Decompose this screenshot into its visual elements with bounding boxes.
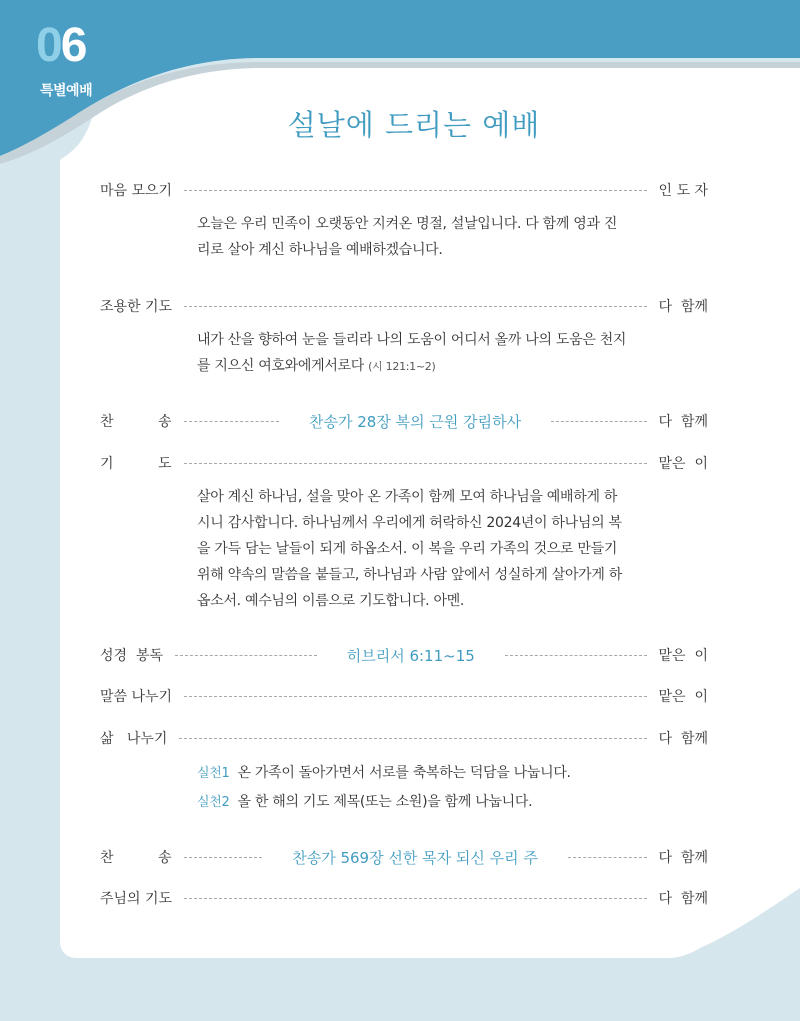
dotted-leader: [175, 655, 317, 656]
gathering-text: 오늘은 우리 민족이 오랫동안 지켜온 명절, 설날입니다. 다 함께 영과 진리로 살아 계신 하나님을 예배하겠습니다.: [197, 216, 618, 258]
order-leader: 다 함께: [658, 891, 708, 907]
order-item-prayer: [100, 452, 708, 474]
order-leader: 맡은 이: [658, 456, 708, 472]
prayer-text: 살아 계신 하나님, 설을 맞아 온 가족이 함께 모여 하나님을 예배하게 하시니 감사합니다. 하나님께서 우리에게 허락하신 2024년이 하나님의 복을 가득 담는 날들이 되게 하옵소서. 이 복을 우리 가족의 것으로 만들기 위해 약속의 말씀을 붙들고, 하나님과 사람 앞에서 성실하게 살아가게 하옵소서. 예수님의 이름으로 기도합니다. 아멘.: [197, 489, 622, 609]
dotted-leader: [184, 898, 646, 899]
dotted-leader: [568, 857, 647, 858]
page-title: 설날에 드리는 예배: [287, 108, 541, 142]
practice-tag: 실천1: [197, 766, 230, 781]
order-item-gathering: [100, 179, 708, 201]
order-item-sharing-word: [100, 685, 708, 707]
order-leader: 인 도 자: [658, 183, 708, 199]
order-item-hymn-1: [100, 410, 708, 432]
scripture-reference: (시 121:1~2): [368, 360, 436, 373]
silent-prayer-text: 내가 산을 향하여 눈을 들리라 나의 도움이 어디서 올까 나의 도움은 천지를 지으신 여호와에게서로다 (시 121:1~2): [197, 332, 627, 374]
order-item-silent-prayer: [100, 295, 708, 317]
dotted-leader: [179, 738, 646, 739]
hymn-title: 찬송가 569장 선한 목자 되신 우리 주: [292, 848, 538, 867]
order-label: 주님의 기도: [100, 891, 173, 907]
order-label: 기 도: [100, 456, 172, 472]
dotted-leader: [184, 190, 646, 191]
dotted-leader: [184, 857, 263, 858]
dotted-leader: [184, 421, 279, 422]
order-item-scripture: [100, 644, 708, 666]
practice-tag: 실천2: [197, 795, 230, 810]
order-label: 삶 나누기: [100, 731, 168, 747]
scripture-title: 히브리서 6:11~15: [346, 646, 475, 665]
order-label: 찬 송: [100, 414, 172, 430]
practice-item: 실천1 온 가족이 돌아가면서 서로를 축복하는 덕담을 나눕니다.: [197, 765, 571, 781]
practice-item: 실천2 올 한 해의 기도 제목(또는 소원)을 함께 나눕니다.: [197, 794, 533, 810]
order-leader: 다 함께: [658, 850, 709, 866]
order-label: 말씀 나누기: [100, 689, 173, 705]
hymn-title: 찬송가 28장 복의 근원 강림하사: [309, 412, 522, 431]
dotted-leader: [505, 655, 647, 656]
order-leader: 다 함께: [658, 731, 708, 747]
dotted-leader: [184, 463, 647, 464]
order-label: 조용한 기도: [100, 299, 173, 315]
order-leader: 맡은 이: [658, 689, 708, 705]
section-number: 06: [36, 19, 86, 72]
order-label: 마음 모으기: [100, 183, 173, 199]
order-label: 성경 봉독: [100, 648, 163, 664]
order-leader: 맡은 이: [658, 648, 708, 664]
order-item-sharing-life: [100, 727, 708, 749]
section-label: 특별예배: [40, 83, 93, 99]
order-label: 찬 송: [100, 850, 172, 866]
order-leader: 다 함께: [658, 299, 708, 315]
order-item-lords-prayer: [100, 887, 708, 909]
dotted-leader: [184, 306, 646, 307]
dotted-leader: [184, 696, 646, 697]
dotted-leader: [551, 421, 646, 422]
order-leader: 다 함께: [658, 414, 708, 430]
order-item-hymn-2: [100, 846, 708, 868]
